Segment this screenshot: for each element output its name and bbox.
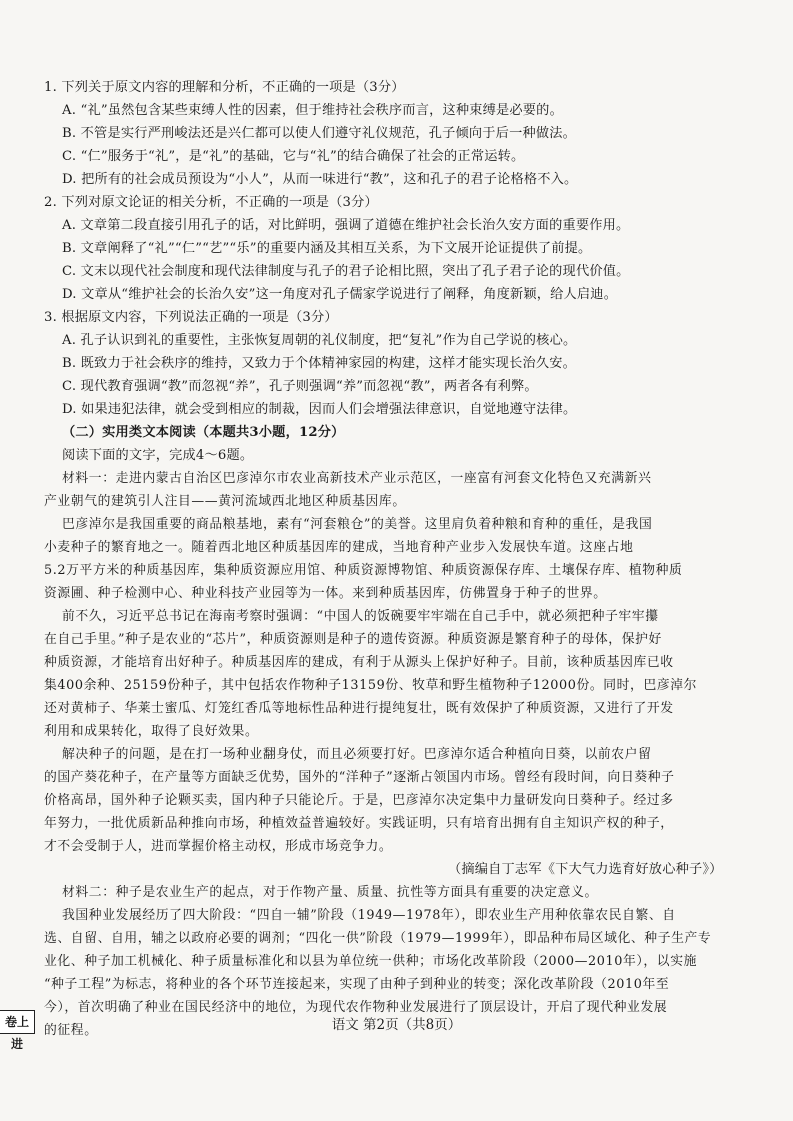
- text-line: B. 不管是实行严刑峻法还是兴仁都可以使人们遵守礼仪规范，孔子倾向于后一种做法。: [62, 126, 577, 141]
- text-line: 材料二：种子是农业生产的起点，对于作物产量、质量、抗性等方面具有重要的决定意义。: [62, 885, 598, 900]
- text-line: 利用和成果转化，取得了良好效果。: [44, 724, 259, 739]
- text-line: （摘编自丁志军《下大气力选育好放心种子》）: [448, 862, 723, 877]
- text-line: 材料一：走进内蒙古自治区巴彦淖尔市农业高新技术产业示范区，一座富有河套文化特色又充满新兴: [62, 471, 652, 486]
- text-line: 阅读下面的文字，完成4～6题。: [62, 448, 254, 463]
- text-line: C. 现代教育强调“教”而忽视“养”，孔子则强调“养”而忽视“教”，两者各有利弊。: [62, 379, 538, 394]
- text-line: D. 把所有的社会成员预设为“小人”，从而一味进行“教”，这和孔子的君子论格格不入。: [62, 172, 578, 187]
- text-line: 选、自留、自用，辅之以政府必要的调剂；“四化一供”阶段（1979—1999年），即品种布局区域化、种子生产专: [44, 931, 712, 946]
- text-line: A. 文章第二段直接引用孔子的话，对比鲜明，强调了道德在维护社会长治久安方面的重要作用。: [62, 218, 630, 233]
- text-line: 1. 下列关于原文内容的理解和分析，不正确的一项是（3分）: [44, 80, 405, 95]
- text-line: 还对黄柿子、华莱士蜜瓜、灯笼红香瓜等地标性品种进行提纯复壮，既有效保护了种质资源，又进行了开发: [44, 701, 674, 716]
- text-line: 业化、种子加工机械化、种子质量标准化和以县为单位统一供种；市场化改革阶段（2000—2010年），以实施: [44, 954, 697, 969]
- text-line: 3. 根据原文内容，下列说法正确的一项是（3分）: [44, 310, 338, 325]
- text-line: 年努力，一批优质新品种推向市场，种植效益普遍较好。实践证明，只有培育出拥有自主知识产权的种子，: [44, 816, 674, 831]
- text-line: 解决种子的问题，是在打一场种业翻身仗，而且必须要打好。巴彦淖尔适合种植向日葵，以前农户留: [62, 747, 652, 762]
- text-line: A. “礼”虽然包含某些束缚人性的因素，但于维持社会秩序而言，这种束缚是必要的。: [62, 103, 563, 118]
- text-line: C. “仁”服务于“礼”，是“礼”的基础，它与“礼”的结合确保了社会的正常运转。: [62, 149, 525, 164]
- text-line: 巴彦淖尔是我国重要的商品粮基地，素有“河套粮仓”的美誉。这里肩负着种粮和育种的重任，是我国: [62, 517, 653, 532]
- text-line: C. 文末以现代社会制度和现代法律制度与孔子的君子论相比照，突出了孔子君子论的现代价值。: [62, 264, 630, 279]
- text-line: 才不会受制于人，进而掌握价格主动权，形成市场竞争力。: [44, 839, 393, 854]
- page-footer: 语文 第2页（共8页）: [331, 1017, 462, 1033]
- text-line: D. 文章从“维护社会的长治久安”这一角度对孔子儒家学说进行了阐释，角度新颖，给人启迪。: [62, 287, 618, 302]
- text-line: 小麦种子的繁育地之一。随着西北地区种质基因库的建成，当地育种产业步入发展快车道。这座占地: [44, 540, 634, 555]
- text-line: 种质资源，才能培育出好种子。种质基因库的建成，有利于从源头上保护好种子。目前，该种质基因库已收: [44, 655, 674, 670]
- text-line: 集400余种、25159份种子，其中包括农作物种子13159份、牧草和野生植物种子12000份。同时，巴彦淖尔: [44, 678, 698, 693]
- text-line: 2. 下列对原文论证的相关分析，不正确的一项是（3分）: [44, 195, 378, 210]
- text-line: D. 如果违犯法律，就会受到相应的制裁，因而人们会增强法律意识，自觉地遵守法律。: [62, 402, 577, 417]
- text-line: 产业朝气的建筑引人注目——黄河流域西北地区种质基因库。: [44, 494, 406, 509]
- text-line: B. 文章阐释了“礼”“仁”“艺”“乐”的重要内涵及其相互关系，为下文展开论证提供了前提。: [62, 241, 592, 256]
- text-line: 我国种业发展经历了四大阶段：“四自一辅”阶段（1949—1978年），即农业生产用种依靠农民自繁、自: [62, 908, 676, 923]
- text-line: 的国产葵花种子，在产量等方面缺乏优势，国外的“洋种子”逐渐占领国内市场。曾经有段时间，向日葵种子: [44, 770, 675, 785]
- text-line: 价格高昂，国外种子论颗买卖，国内种子只能论斤。于是，巴彦淖尔决定集中力量研发向日葵种子。经过多: [44, 793, 674, 808]
- text-line: 在自己手里。”种子是农业的“芯片”，种质资源则是种子的遗传资源。种质资源是繁育种子的母体，保护好: [44, 632, 662, 647]
- text-line: 的征程。: [44, 1023, 98, 1038]
- text-line: 5.2万平方米的种质基因库，集种质资源应用馆、种质资源博物馆、种质资源保存库、土壤保存库、植物种质: [44, 563, 683, 578]
- text-line: A. 孔子认识到礼的重要性，主张恢复周朝的礼仪制度，把“复礼”作为自己学说的核心。: [62, 333, 577, 348]
- text-line: 今），首次明确了种业在国民经济中的地位，为现代农作物种业发展进行了顶层设计，开启了现代种业发展: [44, 1000, 668, 1015]
- side-tab-label: 卷上进: [0, 1010, 35, 1034]
- text-line: （二）实用类文本阅读（本题共3小题，12分）: [62, 425, 345, 440]
- text-line: 前不久，习近平总书记在海南考察时强调：“中国人的饭碗要牢牢端在自己手中，就必须把种子牢牢攥: [62, 609, 659, 624]
- text-line: “种子工程”为标志，将种业的各个环节连接起来，实现了由种子到种业的转变；深化改革阶段（2010年至: [44, 977, 670, 992]
- text-line: 资源圃、种子检测中心、种业科技产业园等为一体。来到种质基因库，仿佛置身于种子的世界。: [44, 586, 607, 601]
- text-line: B. 既致力于社会秩序的维持，又致力于个体精神家园的构建，这样才能实现长治久安。: [62, 356, 577, 371]
